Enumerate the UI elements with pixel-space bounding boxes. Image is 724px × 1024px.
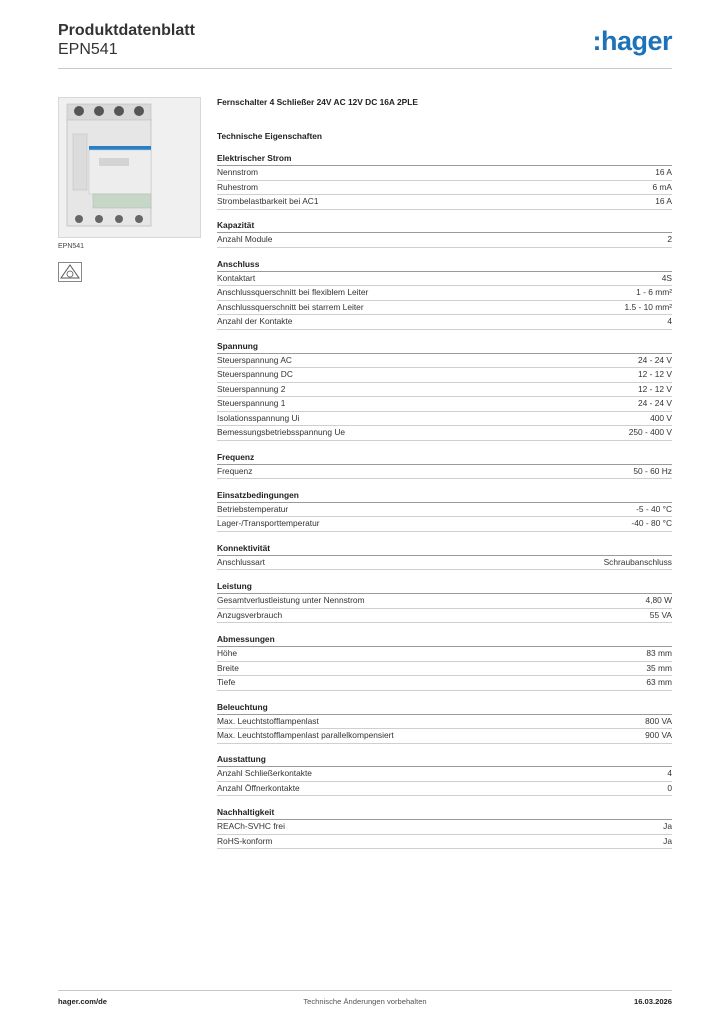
property-row [217, 368, 672, 383]
property-section [217, 806, 672, 849]
property-label: Anzahl Module [217, 234, 273, 245]
property-section [217, 258, 672, 330]
section-title: Beleuchtung [217, 701, 672, 715]
property-row [217, 181, 672, 196]
property-row [217, 820, 672, 835]
property-label: Steuerspannung DC [217, 369, 293, 380]
footer-disclaimer: Technische Änderungen vorbehalten [303, 997, 427, 1006]
property-label: Strombelastbarkeit bei AC1 [217, 196, 319, 206]
certification-mark-icon [58, 262, 82, 282]
property-row [217, 517, 672, 532]
property-value: 4 [667, 768, 672, 779]
property-section [217, 489, 672, 532]
footer-date: 16.03.2026 [633, 997, 672, 1006]
section-title: Nachhaltigkeit [217, 806, 672, 820]
property-label: Max. Leuchtstofflampenlast [217, 715, 319, 726]
property-value: 24 - 24 V [638, 398, 672, 409]
property-value: Ja [663, 821, 672, 832]
property-value: 24 - 24 V [638, 354, 672, 365]
property-row [217, 286, 672, 301]
property-label: Kontaktart [217, 272, 256, 283]
property-row [217, 195, 672, 210]
property-row [217, 166, 672, 181]
property-value: 0 [667, 782, 672, 793]
property-value: 16 A [655, 167, 672, 177]
property-value: 6 mA [652, 181, 672, 192]
section-title: Anschluss [217, 258, 672, 272]
footer-website[interactable]: hager.com/de [58, 997, 107, 1006]
property-label: Tiefe [217, 677, 236, 688]
property-section [217, 701, 672, 744]
property-value: -40 - 80 °C [631, 518, 672, 529]
property-value: 1 - 6 mm² [636, 287, 672, 298]
property-row [217, 503, 672, 518]
property-row [217, 647, 672, 662]
product-photo [58, 97, 201, 238]
property-row [217, 609, 672, 624]
section-title: Kapazität [217, 219, 672, 233]
property-label: Isolationsspannung Ui [217, 412, 300, 423]
page-footer [58, 997, 672, 1009]
property-section [217, 451, 672, 480]
page-header [58, 22, 672, 66]
property-value: 83 mm [646, 648, 672, 659]
property-row [217, 556, 672, 571]
property-label: Lager-/Transporttemperatur [217, 518, 320, 529]
property-label: RoHS-konform [217, 835, 273, 846]
header-divider [58, 68, 672, 69]
property-value: 16 A [655, 196, 672, 206]
property-label: Frequenz [217, 465, 253, 476]
property-row [217, 354, 672, 369]
property-label: Steuerspannung 1 [217, 398, 286, 409]
logo-text: hager [600, 26, 672, 56]
property-value: 50 - 60 Hz [633, 465, 672, 476]
property-row [217, 729, 672, 744]
property-row [217, 315, 672, 330]
footer-divider [58, 990, 672, 991]
property-value: 800 VA [645, 715, 672, 726]
property-section [217, 580, 672, 623]
property-label: Steuerspannung 2 [217, 383, 286, 394]
property-section [217, 633, 672, 691]
property-label: Anzahl Öffnerkontakte [217, 782, 300, 793]
property-row [217, 835, 672, 850]
property-label: Anschlussart [217, 556, 265, 567]
image-caption: EPN541 [58, 243, 85, 250]
property-row [217, 397, 672, 412]
hager-logo: :hager [592, 26, 672, 56]
property-value: 4,80 W [645, 595, 672, 606]
property-row [217, 594, 672, 609]
section-title: Abmessungen [217, 633, 672, 647]
property-value: 250 - 400 V [628, 427, 672, 438]
property-row [217, 301, 672, 316]
product-code: EPN541 [58, 41, 118, 58]
property-section [217, 152, 672, 210]
property-row [217, 233, 672, 248]
property-label: Ruhestrom [217, 181, 258, 192]
property-label: Nennstrom [217, 167, 258, 177]
property-row [217, 412, 672, 427]
property-value: 55 VA [649, 609, 672, 620]
property-label: Betriebstemperatur [217, 503, 289, 514]
section-title: Ausstattung [217, 753, 672, 767]
property-label: Max. Leuchtstofflampenlast parallelkompensiert [217, 730, 394, 741]
product-name: Fernschalter 4 Schließer 24V AC 12V DC 16A 2PLE [217, 97, 418, 107]
property-label: Steuerspannung AC [217, 354, 292, 365]
property-value: 12 - 12 V [638, 369, 672, 380]
property-label: Bemessungsbetriebsspannung Ue [217, 427, 346, 438]
property-label: Anzahl der Kontakte [217, 316, 293, 327]
property-label: Anzahl Schließerkontakte [217, 768, 312, 779]
property-value: Schraubanschluss [603, 556, 672, 567]
property-label: Anschlussquerschnitt bei flexiblem Leiter [217, 287, 369, 298]
property-row [217, 676, 672, 691]
property-value: 4S [661, 272, 672, 283]
property-sections [217, 152, 672, 849]
property-value: 900 VA [645, 730, 672, 741]
property-section [217, 340, 672, 441]
property-row [217, 426, 672, 441]
tech-properties-heading: Technische Eigenschaften [217, 131, 323, 141]
section-title: Spannung [217, 340, 672, 354]
property-section [217, 219, 672, 248]
property-label: Anschlussquerschnitt bei starrem Leiter [217, 301, 364, 312]
property-row [217, 383, 672, 398]
property-label: Anzugsverbrauch [217, 609, 283, 620]
section-title: Leistung [217, 580, 672, 594]
property-row [217, 782, 672, 797]
section-title: Frequenz [217, 451, 672, 465]
section-title: Konnektivität [217, 542, 672, 556]
property-value: -5 - 40 °C [636, 503, 672, 514]
property-value: 1.5 - 10 mm² [624, 301, 672, 312]
property-label: Gesamtverlustleistung unter Nennstrom [217, 595, 365, 606]
property-label: Höhe [217, 648, 238, 659]
property-section [217, 542, 672, 571]
property-value: 63 mm [646, 677, 672, 688]
property-row [217, 465, 672, 480]
section-title: Elektrischer Strom [217, 152, 672, 166]
property-row [217, 715, 672, 730]
property-value: 35 mm [646, 662, 672, 673]
property-value: 2 [667, 234, 672, 245]
property-value: Ja [663, 835, 672, 846]
property-section [217, 753, 672, 796]
page-title: Produktdatenblatt [58, 22, 195, 39]
property-row [217, 272, 672, 287]
section-title: Einsatzbedingungen [217, 489, 672, 503]
property-label: Breite [217, 662, 239, 673]
property-value: 400 V [650, 412, 672, 423]
property-label: REACh-SVHC frei [217, 821, 285, 832]
property-value: 4 [667, 316, 672, 327]
property-value: 12 - 12 V [638, 383, 672, 394]
property-row [217, 662, 672, 677]
property-row [217, 767, 672, 782]
data-sheet-content [217, 96, 672, 859]
